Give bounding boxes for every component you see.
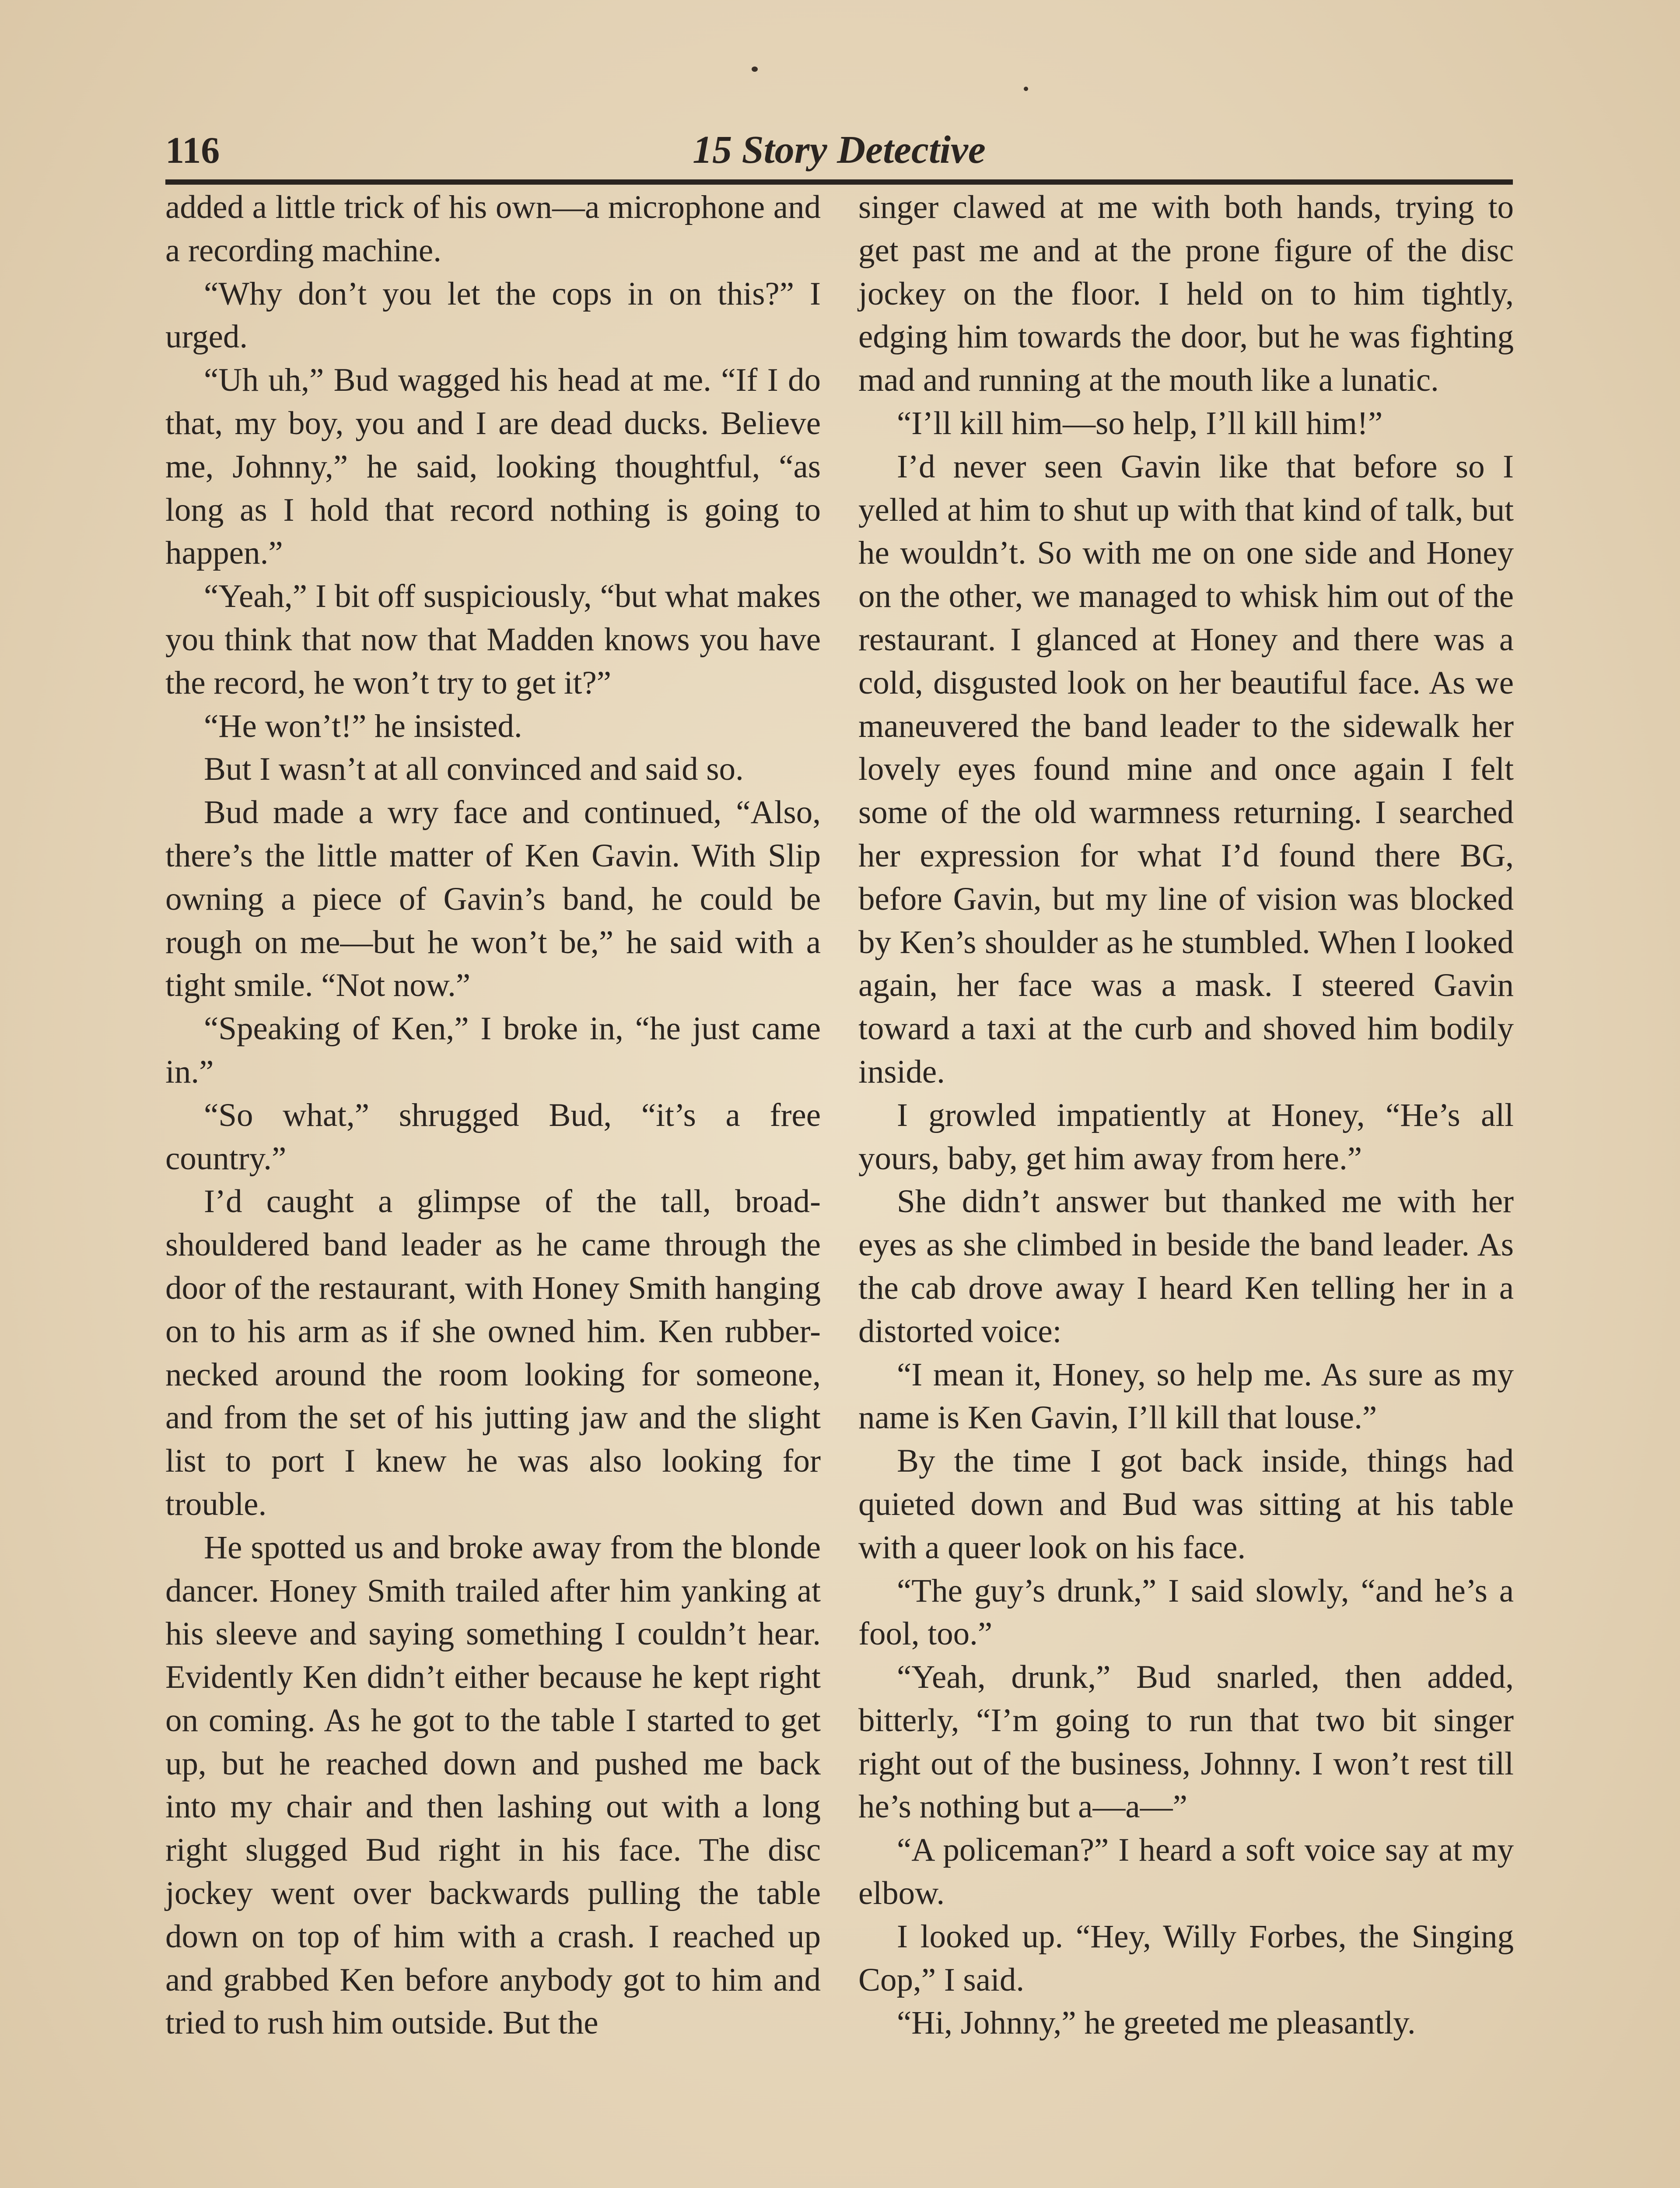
paragraph: singer clawed at me with both hands, trying to get past me and at the prone figure of the disc jockey on the floor. I held on to him tightly, edging him towards the door, but he was fighting mad and running at the mouth like a lunatic. [858, 189, 1514, 399]
paragraph: “I mean it, Honey, so help me. As sure as my name is Ken Gavin, I’ll kill that louse.” [858, 1356, 1514, 1436]
paragraph: I’d never seen Gavin like that before so I yelled at him to shut up with that kind of talk, but he wouldn’t. So with me on one side and Honey on the other, we managed to whisk him out of the restaurant. I glanced at Honey and there was a cold, disgusted look on her beautiful face. As we maneuvered the band leader to the sidewalk her lovely eyes found mine and once again I felt some of the old warmness returning. I searched her expression for what I’d found there BG, before Gavin, but my line of vision was blocked by Ken’s shoulder as he stumbled. When I looked again, her face was a mask. I steered Gavin toward a taxi at the curb and shoved him bodily inside. [858, 448, 1514, 1090]
paragraph: added a little trick of his own—a microphone and a recording machine. [165, 189, 821, 269]
paragraph: I looked up. “Hey, Willy Forbes, the Singing Cop,” I said. [858, 1918, 1514, 1998]
paragraph: “Yeah, drunk,” Bud snarled, then added, bitterly, “I’m going to run that two bit singer right out of the business, Johnny. I won’t rest till he’s nothing but a—a—” [858, 1659, 1514, 1825]
paragraph: “A policeman?” I heard a soft voice say at my elbow. [858, 1832, 1514, 1912]
paragraph: But I wasn’t at all convinced and said so. [204, 751, 744, 788]
paragraph: He spotted us and broke away from the blonde dancer. Honey Smith trailed after him yanking at his sleeve and saying something I couldn’t hear. Evidently Ken didn’t either because he kept right on coming. As he got to the table I started to get up, but he reached down and pushed me back into my chair and then lashing out with a long right slugged Bud right in his face. The disc jockey went over backwards pulling the table down on top of him with a crash. I reached up and grabbed Ken before anybody got to him and tried to rush him outside. But the [165, 1529, 821, 2041]
running-header [165, 126, 1513, 179]
left-column [165, 186, 821, 2045]
paragraph: “So what,” shrugged Bud, “it’s a free country.” [165, 1097, 821, 1177]
paragraph: She didn’t answer but thanked me with her eyes as she climbed in beside the band leader. As the cab drove away I heard Ken telling her in a distorted voice: [858, 1183, 1514, 1350]
right-column [858, 186, 1514, 2045]
paragraph: “I’ll kill him—so help, I’ll kill him!” [897, 405, 1383, 442]
paragraph: “Hi, Johnny,” he greeted me pleasantly. [897, 2005, 1416, 2041]
paragraph: “He won’t!” he insisted. [204, 708, 522, 744]
paragraph: “Uh uh,” Bud wagged his head at me. “If I do that, my boy, you and I are dead ducks. Believe me, Johnny,” he said, looking thoughtful, “as long as I hold that record nothing is going to happen.” [165, 362, 821, 572]
paragraph: “The guy’s drunk,” I said slowly, “and he’s a fool, too.” [858, 1572, 1514, 1652]
paragraph: I growled impatiently at Honey, “He’s all yours, baby, get him away from here.” [858, 1097, 1514, 1177]
header-rule [165, 179, 1513, 185]
page-number: 116 [165, 129, 220, 171]
paragraph: “Yeah,” I bit off suspiciously, “but what makes you think that now that Madden knows you have the record, he won’t try to get it?” [165, 578, 821, 701]
paragraph: Bud made a wry face and continued, “Also, there’s the little matter of Ken Gavin. With Slip owning a piece of Gavin’s band, he could be rough on me—but he won’t be,” he said with a tight smile. “Not now.” [165, 794, 821, 1004]
paragraph: “Speaking of Ken,” I broke in, “he just came in.” [165, 1010, 821, 1090]
paragraph: By the time I got back inside, things had quieted down and Bud was sitting at his table with a queer look on his face. [858, 1443, 1514, 1566]
paragraph: “Why don’t you let the cops in on this?” I urged. [165, 275, 821, 355]
print-speck [752, 67, 758, 72]
magazine-title: 15 Story Detective [693, 128, 986, 172]
print-speck [1024, 87, 1028, 91]
paragraph: I’d caught a glimpse of the tall, broad-shouldered band leader as he came through the door of the restaurant, with Honey Smith hanging on to his arm as if she owned him. Ken rubber-necked around the room looking for someone, and from the set of his jutting jaw and the slight list to port I knew he was also looking for trouble. [165, 1183, 821, 1522]
